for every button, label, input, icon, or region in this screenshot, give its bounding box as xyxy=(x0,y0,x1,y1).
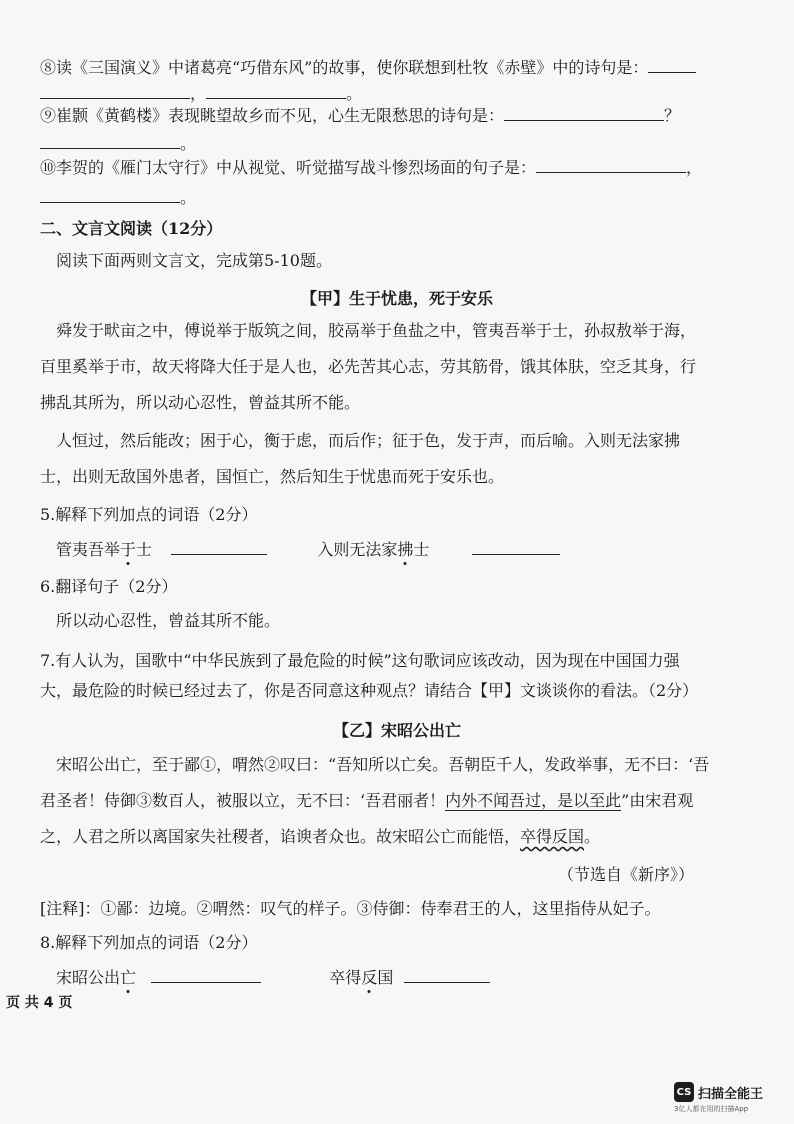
dotted-char: 于 xyxy=(120,540,137,559)
question-8-line-2 xyxy=(40,82,764,105)
answer-blank[interactable] xyxy=(171,538,267,555)
punctuation: 。 xyxy=(346,84,363,103)
answer-blank[interactable] xyxy=(151,966,261,983)
term-text: 卒得 xyxy=(329,968,362,987)
term-text: 士 xyxy=(136,540,153,559)
term-text: 士 xyxy=(413,540,430,559)
term-text: 入则无法家 xyxy=(317,540,398,559)
punctuation: 。 xyxy=(180,188,197,207)
question-6-sentence: 所以动心忍性，曾益其所不能。 xyxy=(56,611,281,630)
passage-a-line: 士，出则无敌国外患者，国恒亡，然后知生于忧患而死于安乐也。 xyxy=(40,467,505,486)
passage-b-line: 宋昭公出亡，至于鄙①，喟然②叹曰：“吾知所以亡矣。吾朝臣千人，发政举事，无不曰：‘吾 xyxy=(56,755,710,774)
dotted-char: 亡 xyxy=(120,968,137,987)
dotted-char: 拂 xyxy=(397,540,414,559)
question-8b: 8.解释下列加点的词语（2分） xyxy=(40,933,258,952)
question-10-text: ⑩李贺的《雁门太守行》中从视觉、听觉描写战斗惨烈场面的句子是： xyxy=(40,158,537,177)
passage-b-title: 【乙】宋昭公出亡 xyxy=(332,721,461,740)
passage-text: ”由宋君观 xyxy=(621,791,694,810)
punctuation: ， xyxy=(190,84,207,103)
question-10-line xyxy=(40,156,764,179)
passage-text: 君圣者！侍御③数百人，被服以立，无不曰：‘吾君丽者！ xyxy=(40,791,446,810)
answer-blank[interactable] xyxy=(40,132,180,149)
passage-b-line xyxy=(40,790,764,812)
answer-blank[interactable] xyxy=(648,56,696,73)
question-9-line xyxy=(40,104,764,127)
answer-blank[interactable] xyxy=(472,538,560,555)
section-heading: 二、文言文阅读（12分） xyxy=(40,219,223,238)
answer-blank[interactable] xyxy=(206,82,346,99)
watermark-app-name: 扫描全能王 xyxy=(698,1086,764,1102)
footnotes: [注释]：①鄙：边境。②喟然：叹气的样子。③侍御：侍奉君王的人，这里指侍从妃子。 xyxy=(40,899,661,918)
punctuation: ， xyxy=(686,158,703,177)
passage-a-line: 舜发于畎亩之中，傅说举于版筑之间，胶鬲举于鱼盐之中，管夷吾举于士，孙叔敖举于海， xyxy=(56,321,697,340)
question-7-line: 7.有人认为，国歌中“中华民族到了最危险的时候”这句歌词应该改动，因为现在中国国力强 xyxy=(40,651,680,670)
passage-a-line: 人恒过，然后能改；困于心，衡于虑，而后作；征于色，发于声，而后喻。入则无法家拂 xyxy=(56,431,681,450)
passage-b-line xyxy=(40,826,764,848)
scanner-watermark xyxy=(674,1082,782,1114)
question-8b-items xyxy=(56,966,764,989)
dotted-char: 反 xyxy=(361,968,378,987)
page-footer: 页 共 4 页 xyxy=(6,995,73,1011)
passage-a-line: 百里奚举于市，故天将降大任于是人也，必先苦其心志，劳其筋骨，饿其体肤，空乏其身，行 xyxy=(40,357,697,376)
question-6: 6.翻译句子（2分） xyxy=(40,577,178,596)
answer-blank[interactable] xyxy=(536,156,686,173)
term-text: 管夷吾举 xyxy=(56,540,121,559)
answer-blank[interactable] xyxy=(40,186,180,203)
passage-a-title: 【甲】生于忧患，死于安乐 xyxy=(300,289,493,308)
question-8-line xyxy=(40,56,764,79)
punctuation: 。 xyxy=(180,134,197,153)
underlined-sentence: 内外不闻吾过，是以至此 xyxy=(445,791,622,810)
question-9-line-2 xyxy=(40,132,764,155)
term-text: 国 xyxy=(377,968,394,987)
answer-blank[interactable] xyxy=(404,966,490,983)
passage-text: 。 xyxy=(584,827,601,846)
instruction-text: 阅读下面两则文言文，完成第5-10题。 xyxy=(56,251,332,270)
question-5: 5.解释下列加点的词语（2分） xyxy=(40,505,258,524)
question-10-line-2 xyxy=(40,186,764,209)
question-5-items xyxy=(56,538,764,561)
passage-text: 之，人君之所以离国家失社稷者，谄谀者众也。故宋昭公亡而能悟， xyxy=(40,827,521,846)
wavy-underlined-phrase: 卒得反国 xyxy=(520,827,585,846)
camscanner-logo-icon: CS xyxy=(674,1082,694,1102)
term-text: 宋昭公出 xyxy=(56,968,121,987)
question-8-text: ⑧读《三国演义》中诸葛亮“巧借东风”的故事，使你联想到杜牧《赤壁》中的诗句是： xyxy=(40,58,649,77)
source-citation: （节选自《新序》） xyxy=(557,865,694,884)
watermark-slogan: 3亿人都在用的扫描App xyxy=(674,1105,749,1113)
answer-blank[interactable] xyxy=(504,104,664,121)
passage-a-line: 拂乱其所为，所以动心忍性，曾益其所不能。 xyxy=(40,393,361,412)
punctuation: ？ xyxy=(664,106,681,125)
answer-blank[interactable] xyxy=(40,82,190,99)
question-7-line: 大，最危险的时候已经过去了，你是否同意这种观点？请结合【甲】文谈谈你的看法。（2分） xyxy=(40,681,699,700)
question-9-text: ⑨崔颢《黄鹤楼》表现眺望故乡而不见，心生无限愁思的诗句是： xyxy=(40,106,505,125)
